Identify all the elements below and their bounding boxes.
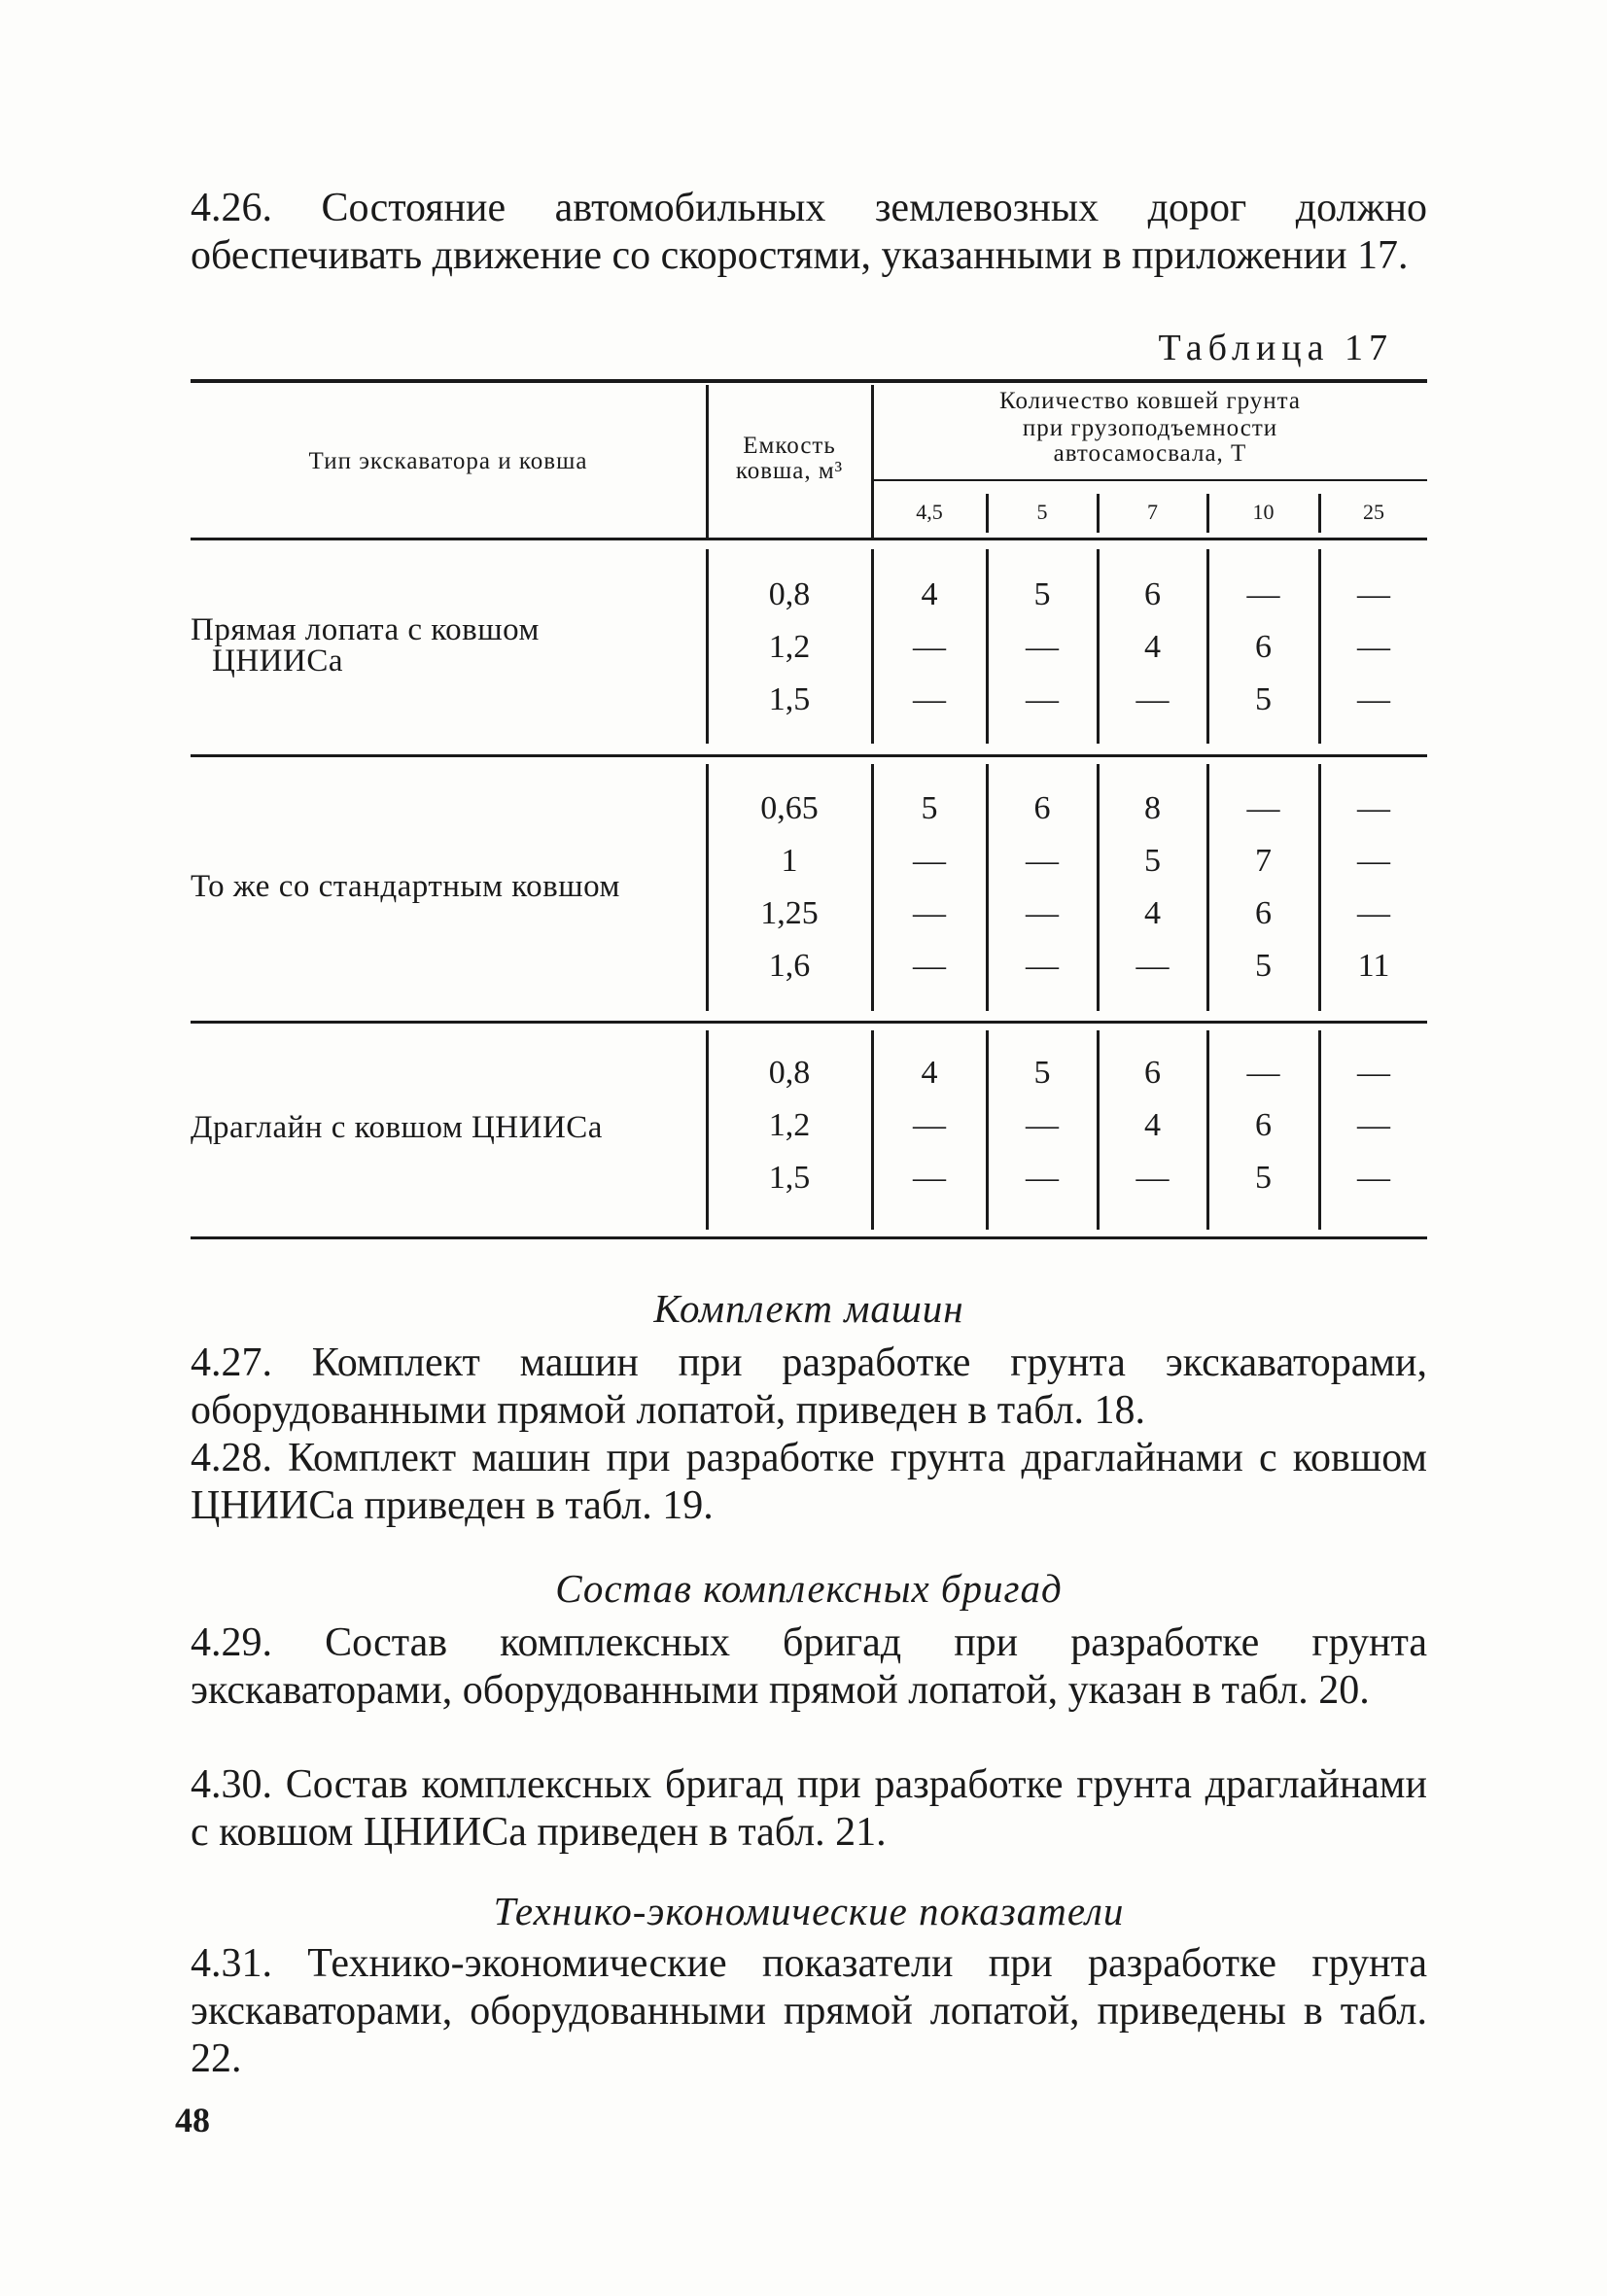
- row-name: Драглайн с ковшом ЦНИИСа: [191, 1110, 603, 1145]
- cell: —: [1357, 629, 1390, 665]
- header-tonnage: 5: [1036, 500, 1048, 524]
- cell: —: [1246, 576, 1280, 612]
- cell: 4: [1144, 1107, 1161, 1143]
- cell: 5: [1255, 1160, 1272, 1196]
- row-name: Прямая лопата с ковшом: [191, 612, 540, 647]
- paragraph-4-27: 4.27. Комплект машин при разработке грунта экскаваторами, оборудованными прямой лопатой, приведен в табл. 18.: [191, 1340, 1427, 1433]
- cell: 4: [1144, 895, 1161, 931]
- cell: —: [1135, 948, 1170, 984]
- paragraph-4-26: 4.26. Состояние автомобильных землевозных дорог должно обеспечивать движение со скоростями, указанными в приложении 17.: [191, 186, 1427, 278]
- cell-capacity: 1,2: [768, 1107, 811, 1143]
- cell: 4: [921, 1055, 938, 1091]
- cell-capacity: 1,6: [768, 948, 811, 984]
- cell: —: [1026, 1107, 1059, 1143]
- subheader-rule: [874, 479, 1427, 481]
- section-heading: Технико-экономические показатели: [493, 1889, 1125, 1933]
- cell: —: [913, 681, 946, 717]
- cell-capacity: 0,8: [768, 576, 811, 612]
- cell: 6: [1144, 576, 1161, 612]
- cell: —: [1135, 1160, 1170, 1196]
- cell: 8: [1144, 790, 1161, 826]
- cell-capacity: 0,65: [760, 790, 819, 826]
- cell: —: [1357, 843, 1390, 879]
- header-tonnage: 7: [1147, 500, 1158, 524]
- cell: 6: [1144, 1055, 1161, 1091]
- cell: 11: [1357, 948, 1390, 984]
- header-bottom-rule: [191, 538, 1427, 540]
- cell: 5: [1033, 576, 1051, 612]
- header-capacity-2: ковша, м³: [735, 458, 844, 484]
- cell-capacity: 1,2: [768, 629, 811, 665]
- cell-capacity: 1,5: [768, 1160, 811, 1196]
- paragraph-4-28: 4.28. Комплект машин при разработке грунта драглайнами с ковшом ЦНИИСа приведен в табл. 19.: [191, 1436, 1427, 1528]
- table-17: [191, 379, 1427, 1239]
- header-type: Тип экскаватора и ковша: [308, 448, 588, 474]
- cell: —: [1357, 681, 1390, 717]
- table-caption: Таблица 17: [1158, 328, 1393, 368]
- group-divider: [191, 754, 1427, 757]
- cell: —: [1357, 895, 1390, 931]
- cell: —: [1357, 1107, 1390, 1143]
- cell: —: [1357, 1160, 1390, 1196]
- row-name: То же со стандартным ковшом: [191, 869, 620, 904]
- cell: 6: [1255, 895, 1272, 931]
- cell: —: [1357, 576, 1390, 612]
- cell: —: [913, 948, 946, 984]
- cell: 5: [1255, 681, 1272, 717]
- cell: —: [1026, 629, 1059, 665]
- cell: —: [1135, 681, 1170, 717]
- header-tonnage: 10: [1252, 500, 1275, 524]
- cell: —: [1246, 790, 1280, 826]
- header-tonnage: 25: [1363, 500, 1384, 524]
- section-heading: Комплект машин: [653, 1286, 964, 1331]
- cell: 5: [1255, 948, 1272, 984]
- page-number: 48: [175, 2101, 210, 2139]
- cell-capacity: 1: [781, 843, 798, 879]
- header-tonnage: 4,5: [916, 500, 943, 524]
- paragraph-4-29: 4.29. Состав комплексных бригад при разработке грунта экскаваторами, оборудованными прямой лопатой, указан в табл. 20.: [191, 1620, 1427, 1713]
- cell-capacity: 1,5: [768, 681, 811, 717]
- row-name: ЦНИИСа: [212, 644, 343, 678]
- cell: 5: [921, 790, 938, 826]
- cell: —: [913, 1107, 946, 1143]
- cell: 5: [1144, 843, 1161, 879]
- header-count-1: Количество ковшей грунта: [999, 388, 1301, 414]
- cell: —: [1026, 1160, 1059, 1196]
- cell: 4: [1144, 629, 1161, 665]
- section-heading: Состав комплексных бригад: [555, 1566, 1063, 1611]
- paragraph-4-31: 4.31. Технико-экономические показатели при разработке грунта экскаваторами, оборудованными прямой лопатой, приведены в табл. 22.: [191, 1941, 1427, 2081]
- cell: —: [1026, 843, 1059, 879]
- cell: —: [913, 629, 946, 665]
- paragraph-4-30: 4.30. Состав комплексных бригад при разработке грунта драглайнами с ковшом ЦНИИСа приведен в табл. 21.: [191, 1762, 1427, 1855]
- header-count-3: автосамосвала, Т: [1053, 440, 1247, 467]
- cell: —: [913, 843, 946, 879]
- cell: 6: [1255, 1107, 1272, 1143]
- cell: —: [1026, 948, 1059, 984]
- cell: 7: [1255, 843, 1272, 879]
- cell: —: [1026, 895, 1059, 931]
- cell: —: [913, 895, 946, 931]
- group-divider: [191, 1021, 1427, 1024]
- header-capacity-1: Емкость: [743, 433, 836, 459]
- cell: 4: [921, 576, 938, 612]
- cell: —: [913, 1160, 946, 1196]
- table-top-rule: [191, 379, 1427, 383]
- header-count-2: при грузоподъемности: [1022, 415, 1278, 441]
- cell: 6: [1255, 629, 1272, 665]
- table-bottom-rule: [191, 1236, 1427, 1239]
- cell: —: [1357, 1055, 1390, 1091]
- cell: —: [1357, 790, 1390, 826]
- cell: 5: [1033, 1055, 1051, 1091]
- cell: —: [1026, 681, 1059, 717]
- cell-capacity: 0,8: [768, 1055, 811, 1091]
- cell: 6: [1033, 790, 1051, 826]
- cell: —: [1246, 1055, 1280, 1091]
- cell-capacity: 1,25: [760, 895, 819, 931]
